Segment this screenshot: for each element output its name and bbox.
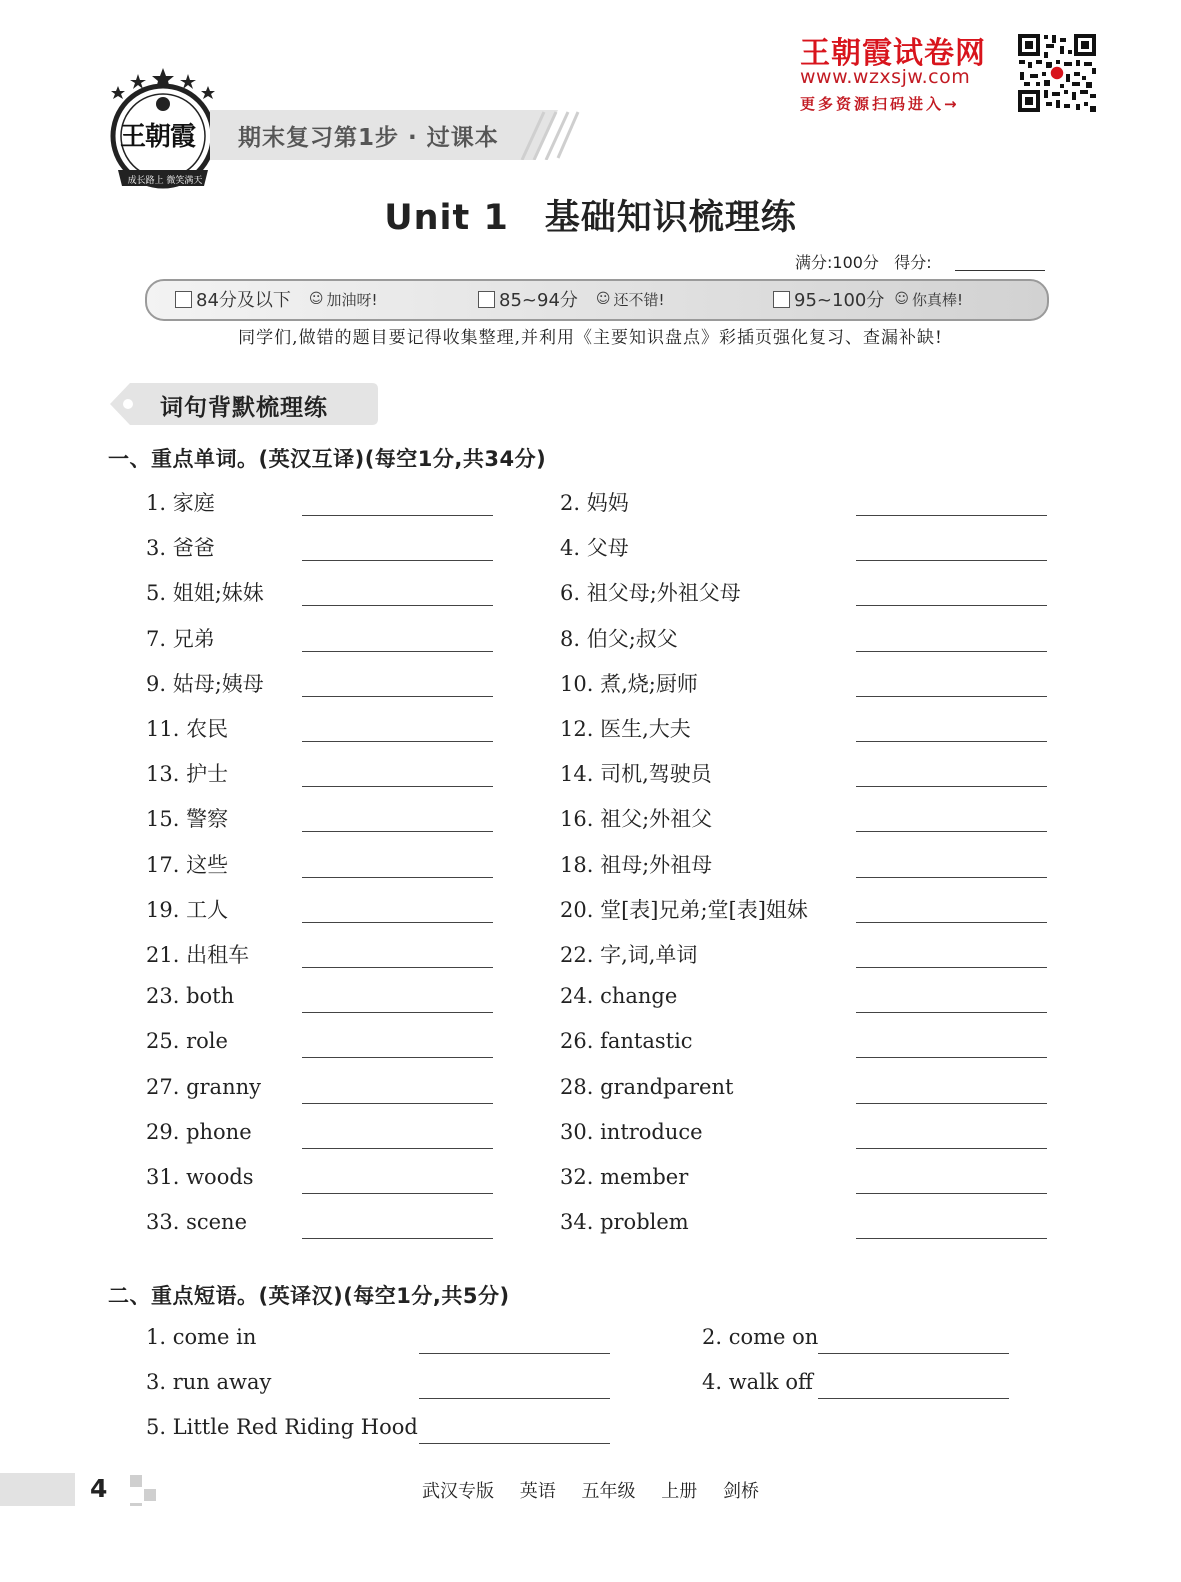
answer-blank[interactable] (856, 515, 1047, 516)
footer-info (0, 1477, 1181, 1503)
word-item-label: 4. 父母 (560, 536, 629, 561)
footer-publisher: 剑桥 (722, 1481, 759, 1502)
word-item-label: 23. both (146, 984, 235, 1009)
answer-blank[interactable] (856, 741, 1047, 742)
word-item-label: 27. granny (146, 1074, 261, 1099)
brand-tagline: 更多资源扫码进入→ (800, 95, 960, 113)
word-item-label: 26. fantastic (560, 1029, 693, 1054)
word-item-label: 33. scene (146, 1210, 247, 1235)
word-item-label: 3. 爸爸 (146, 536, 215, 561)
logo-text: 王朝霞 (120, 122, 196, 152)
answer-blank[interactable] (302, 1148, 493, 1149)
answer-blank[interactable] (302, 1012, 493, 1013)
answer-blank[interactable] (856, 786, 1047, 787)
word-item-label: 16. 祖父;外祖父 (560, 807, 713, 832)
answer-blank[interactable] (419, 1353, 610, 1354)
answer-blank[interactable] (856, 605, 1047, 606)
full-score-label: 满分:100分 (795, 253, 879, 272)
smiley-icon: ☺ (894, 291, 909, 307)
word-item-label: 5. 姐姐;妹妹 (146, 581, 264, 606)
logo-motto: 成长路上 微笑满天 (127, 176, 203, 186)
score-label (795, 250, 932, 273)
answer-blank[interactable] (302, 831, 493, 832)
footer-decoration (130, 1503, 142, 1506)
phrase-item-label: 4. walk off (702, 1370, 813, 1395)
word-item-label: 19. 工人 (146, 897, 229, 922)
answer-blank[interactable] (302, 877, 493, 878)
word-item-label: 21. 出租车 (146, 943, 250, 967)
answer-blank[interactable] (302, 1057, 493, 1058)
brand-url[interactable]: www.wzxsjw.com (800, 66, 971, 88)
footer-volume: 上册 (661, 1481, 698, 1502)
answer-blank[interactable] (302, 922, 493, 923)
answer-blank[interactable] (419, 1443, 610, 1444)
grade-option-high (773, 286, 963, 312)
word-item-label: 9. 姑母;姨母 (146, 671, 264, 696)
answer-blank[interactable] (856, 1057, 1047, 1058)
got-score-label: 得分: (894, 253, 932, 272)
word-item-label: 11. 农民 (146, 717, 229, 741)
smiley-icon: ☺ (308, 291, 324, 307)
phrase-item-label: 2. come on (702, 1325, 819, 1349)
answer-blank[interactable] (856, 877, 1047, 878)
answer-blank[interactable] (856, 696, 1047, 697)
answer-blank[interactable] (856, 1012, 1047, 1013)
word-item-label: 31. woods (146, 1165, 254, 1189)
grade-comment: 加油呀! (326, 290, 378, 309)
word-item-label: 29. phone (146, 1119, 252, 1144)
answer-blank[interactable] (856, 1238, 1047, 1239)
answer-blank[interactable] (856, 560, 1047, 561)
answer-blank[interactable] (302, 696, 493, 697)
grade-checkbox[interactable] (175, 291, 192, 308)
grade-comment: 还不错! (613, 290, 665, 309)
word-item-label: 10. 煮,烧;厨师 (560, 671, 698, 696)
word-item-label: 14. 司机,驾驶员 (560, 762, 712, 787)
answer-blank[interactable] (302, 741, 493, 742)
answer-blank[interactable] (818, 1353, 1009, 1354)
qr-code-icon[interactable] (1016, 32, 1098, 114)
answer-blank[interactable] (302, 967, 493, 968)
notice-text: 同学们,做错的题目要记得收集整理,并利用《主要知识盘点》彩插页强化复习、查漏补缺! (238, 328, 943, 348)
word-item-label: 17. 这些 (146, 852, 229, 877)
part1-heading: 一、重点单词。(英汉互译)(每空1分,共34分) (108, 447, 547, 471)
answer-blank[interactable] (302, 1103, 493, 1104)
grade-checkbox[interactable] (773, 291, 790, 308)
section-title: 词句背默梳理练 (160, 395, 328, 421)
word-item-label: 30. introduce (560, 1119, 703, 1144)
phrase-item-label: 3. run away (146, 1370, 272, 1395)
answer-blank[interactable] (818, 1398, 1009, 1399)
word-item-label: 22. 字,词,单词 (560, 943, 698, 967)
grade-checkbox[interactable] (478, 291, 495, 308)
part2-heading: 二、重点短语。(英译汉)(每空1分,共5分) (108, 1284, 510, 1308)
answer-blank[interactable] (856, 967, 1047, 968)
answer-blank[interactable] (302, 1193, 493, 1194)
footer-grade: 五年级 (581, 1481, 636, 1502)
word-item-label: 20. 堂[表]兄弟;堂[表]姐妹 (560, 897, 808, 922)
word-item-label: 18. 祖母;外祖母 (560, 852, 713, 877)
word-item-label: 8. 伯父;叔父 (560, 626, 678, 651)
answer-blank[interactable] (856, 1148, 1047, 1149)
grade-option-mid (478, 286, 665, 312)
word-item-label: 34. problem (560, 1210, 689, 1235)
answer-blank[interactable] (302, 786, 493, 787)
word-item-label: 7. 兄弟 (146, 626, 215, 651)
score-blank[interactable] (955, 270, 1045, 271)
word-item-label: 1. 家庭 (146, 491, 215, 515)
grade-range: 84分及以下 (196, 290, 291, 311)
answer-blank[interactable] (302, 560, 493, 561)
word-item-label: 32. member (560, 1165, 689, 1189)
phrase-item-label: 5. Little Red Riding Hood (146, 1415, 418, 1440)
word-item-label: 13. 护士 (146, 762, 229, 787)
answer-blank[interactable] (856, 651, 1047, 652)
answer-blank[interactable] (419, 1398, 610, 1399)
answer-blank[interactable] (856, 1193, 1047, 1194)
page-title: Unit 1 基础知识梳理练 (384, 198, 797, 238)
answer-blank[interactable] (856, 922, 1047, 923)
word-item-label: 2. 妈妈 (560, 491, 629, 515)
answer-blank[interactable] (856, 831, 1047, 832)
chapter-banner-text: 期末复习第1步 · 过课本 (238, 125, 499, 151)
answer-blank[interactable] (302, 515, 493, 516)
word-item-label: 12. 医生,大夫 (560, 717, 691, 741)
answer-blank[interactable] (302, 1238, 493, 1239)
page-number: 4 (90, 1474, 108, 1503)
word-item-label: 28. grandparent (560, 1074, 734, 1099)
word-item-label: 25. role (146, 1029, 228, 1054)
grade-range: 85~94分 (499, 290, 578, 311)
answer-blank[interactable] (856, 1103, 1047, 1104)
grade-comment: 你真棒! (911, 290, 963, 309)
footer-subject: 英语 (519, 1481, 556, 1502)
phrase-item-label: 1. come in (146, 1325, 257, 1349)
word-item-label: 6. 祖父母;外祖父母 (560, 581, 741, 606)
word-item-label: 15. 警察 (146, 807, 229, 832)
answer-blank[interactable] (302, 651, 493, 652)
grade-range: 95~100分 (794, 290, 885, 311)
answer-blank[interactable] (302, 605, 493, 606)
word-item-label: 24. change (560, 984, 678, 1009)
grade-option-low (175, 286, 378, 312)
brand-title: 王朝霞试卷网 (800, 36, 986, 71)
footer-edition: 武汉专版 (422, 1481, 495, 1502)
smiley-icon: ☺ (595, 291, 611, 307)
